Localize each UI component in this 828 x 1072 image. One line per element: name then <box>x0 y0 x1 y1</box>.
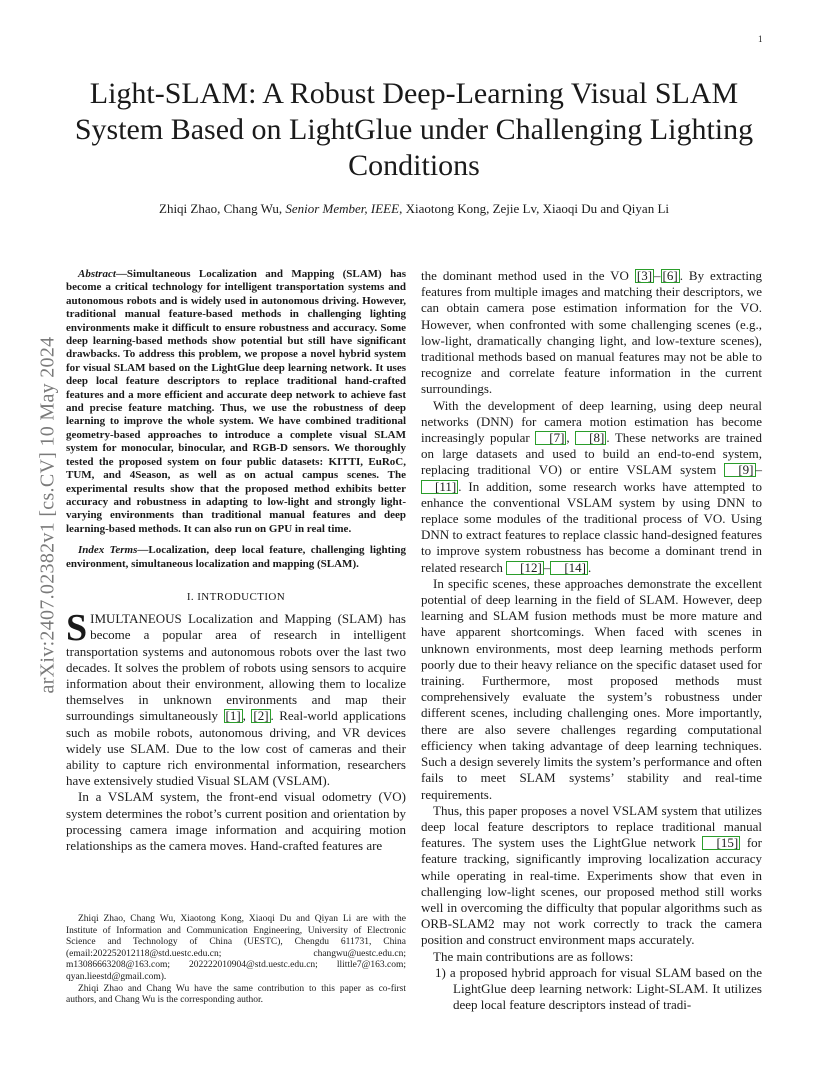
text-run: – <box>543 559 551 575</box>
intro-paragraph-2-continued <box>421 268 762 398</box>
contribution-item-1: 1) a proposed hybrid approach for visual SLAM based on the LightGlue deep learning network: Light-SLAM. It utilizes deep local feature descriptors instead of tradi- <box>435 964 762 1013</box>
footnote-affiliation: Zhiqi Zhao, Chang Wu, Xiaotong Kong, Xiaoqi Du and Qiyan Li are with the Institute of Information and Communication Engineering, University of Electronic Science and Technology of China (UESTC), Chengdu 611731, China (email:202252012118@std.uestc.edu.cn; changwu@uestc.edu.cn; m13086663208@163.com; 202222010904@std.uestc.edu.cn; llittle7@163.com; qyan.lieestd@gmail.com). <box>66 914 406 982</box>
index-terms <box>66 544 406 571</box>
text-run: With the development of deep learning, using deep neural networks (DNN) for camera motion estimation has become increasingly popular <box>421 397 762 446</box>
intro-paragraph-5 <box>421 803 762 949</box>
text-run: . Real-world applications such as mobile robots, autonomous driving, and VR devices widely use SLAM. Due to the low cost of cameras and their ability to capture rich environmental information, researchers have extensively studied Visual SLAM (VSLAM). <box>66 708 406 789</box>
citation-link[interactable]: [2] <box>253 708 269 724</box>
intro-paragraph-3 <box>421 398 762 576</box>
text-run: Thus, this paper proposes a novel VSLAM system that utilizes deep local feature descriptors to replace traditional manual features. The system uses the LightGlue network <box>421 802 762 851</box>
text-run: . <box>588 559 592 575</box>
intro-paragraph-1 <box>66 607 406 789</box>
page-number: 1 <box>758 34 763 44</box>
abstract <box>66 268 406 536</box>
citation-link[interactable]: [9] <box>724 463 755 477</box>
intro-paragraph-4: In specific scenes, these approaches demonstrate the excellent potential of deep learning in the field of SLAM. However, deep learning and SLAM fusion methods must be more mature and have apparent shortcomings. When faced with scenes in unknown environments, most deep learning methods perform poorly due to their heavy reliance on the specific dataset used for training. Furthermore, most proposed methods must comprehensively evaluate the system’s robustness under different scenes, including challenging ones. More importantly, there are also severe challenges regarding computational efficiency when taking advantage of deep learning techniques. Such a design severely limits the system’s performance and often fails to meet SLAM systems’ stability and real-time requirements. <box>421 575 762 802</box>
citation-link[interactable]: [3] <box>636 268 653 283</box>
abstract-text: —Simultaneous Localization and Mapping (SLAM) has become a critical technology for intelligent transportation systems and autonomous robots and is widely used in autonomous driving. However, traditional manual feature-based methods in challenging lighting environments make it difficult to ensure robustness and accuracy. Some deep learning-based methods show potential but still have significant drawbacks. To address this problem, we propose a novel hybrid system for visual SLAM based on the LightGlue deep learning network. It uses deep local feature descriptors to replace traditional hand-crafted features and a more efficient and accurate deep network to achieve fast and precise feature matching. Thus, we use the robustness of deep learning to improve the whole system. We have combined traditional geometry-based approaches to introduce a complete visual SLAM system for monocular, binocular, and RGB-D sensors. We thoroughly tested the proposed system on four public datasets: KITTI, EuRoC, TUM, and 4Season, as well as on actual campus scenes. The experimental results show that the proposed method exhibits better accuracy and robustness in adapting to low-light and strongly light-varying environments than traditional manual features and deep learning-based methods. It can also run on GPU in real time. <box>66 268 406 535</box>
text-run: . By extracting features from multiple images and matching their descriptors, we can obtain camera pose estimation information for the VO. However, when confronted with some challenging scenes (e.g., low-light, dramatically changing light, and low-texture scenes), traditional methods based on manual features may not be able to recognize and correlate feature information in the current surroundings. <box>421 268 762 397</box>
author-list <box>60 201 768 217</box>
authors-before: Zhiqi Zhao, Chang Wu, <box>159 201 286 216</box>
intro-paragraph-6: The main contributions are as follows: <box>433 948 634 964</box>
text-run: – <box>654 268 661 283</box>
citation-link[interactable]: [1] <box>225 708 241 724</box>
citation-link[interactable]: [14] <box>550 561 588 575</box>
index-terms-text: —Localization, deep local feature, challenging lighting environment, simultaneous localization and mapping (SLAM). <box>66 544 406 570</box>
arxiv-stamp-text: arXiv:2407.02382v1 [cs.CV] 10 May 2024 <box>36 336 59 694</box>
text-run: . In addition, some research works have attempted to enhance the conventional VSLAM system by using DNN to replace some modules of the traditional process of VO. Using DNN to extract features to replace classic hand-designed features to improve system robustness has become a dominant trend in related research <box>421 478 762 575</box>
arxiv-stamp <box>36 275 60 755</box>
text-run: the dominant method used in the VO <box>421 268 635 283</box>
citation-link[interactable]: [8] <box>575 431 606 445</box>
authors-after: , Xiaotong Kong, Zejie Lv, Xiaoqi Du and Qiyan Li <box>399 201 669 216</box>
abstract-label: Abstract <box>78 268 116 280</box>
index-terms-label: Index Terms <box>78 544 138 557</box>
section-heading-introduction: I. INTRODUCTION <box>186 590 286 603</box>
text-run: . These networks are trained on large datasets and used to build an end-to-end system, replacing traditional VO) or entire VSLAM system <box>421 430 763 478</box>
intro-paragraph-2: In a VSLAM system, the front-end visual odometry (VO) system determines the robot’s current position and orientation by processing camera image information and acquiring motion relationships as the camera moves. Hand-crafted features are <box>66 789 406 853</box>
right-column <box>421 268 762 1013</box>
left-column <box>66 268 406 854</box>
footnote-contribution: Zhiqi Zhao and Chang Wu have the same contribution to this paper as co-first authors, and Chang Wu is the corresponding author. <box>66 983 406 1006</box>
citation-link[interactable]: [7] <box>535 431 566 445</box>
author-role: Senior Member, IEEE <box>285 201 400 216</box>
text-run: , <box>242 708 252 724</box>
paper-title: Light-SLAM: A Robust Deep-Learning Visual SLAM System Based on LightGlue under Challenging Lighting Conditions <box>74 77 754 182</box>
text-run: for feature tracking, significantly improving localization accuracy while operating in real-time. Experiments show that even in challenging low-light scenes, our proposed method still works well in overcoming the difficulty that popular algorithms such as ORB-SLAM2 may not work correctly to track the camera position and construct environment maps accurately. <box>421 835 762 948</box>
citation-link[interactable]: [15] <box>702 836 740 850</box>
text-run: – <box>755 462 762 478</box>
text-run: , <box>566 430 576 446</box>
citation-link[interactable]: [12] <box>506 561 544 575</box>
citation-link[interactable]: [11] <box>421 480 458 494</box>
footnote <box>66 914 406 1007</box>
dropcap: S <box>66 607 88 650</box>
text-run: IMULTANEOUS Localization and Mapping (SLAM) has become a popular area of research in intelligent transportation systems and autonomous robots over the last two decades. It solves the problem of robots using sensors to acquire information about their environment, allowing them to localize themselves in unknown environments and map their surroundings simultaneously <box>66 611 406 724</box>
citation-link[interactable]: [6] <box>662 268 678 283</box>
